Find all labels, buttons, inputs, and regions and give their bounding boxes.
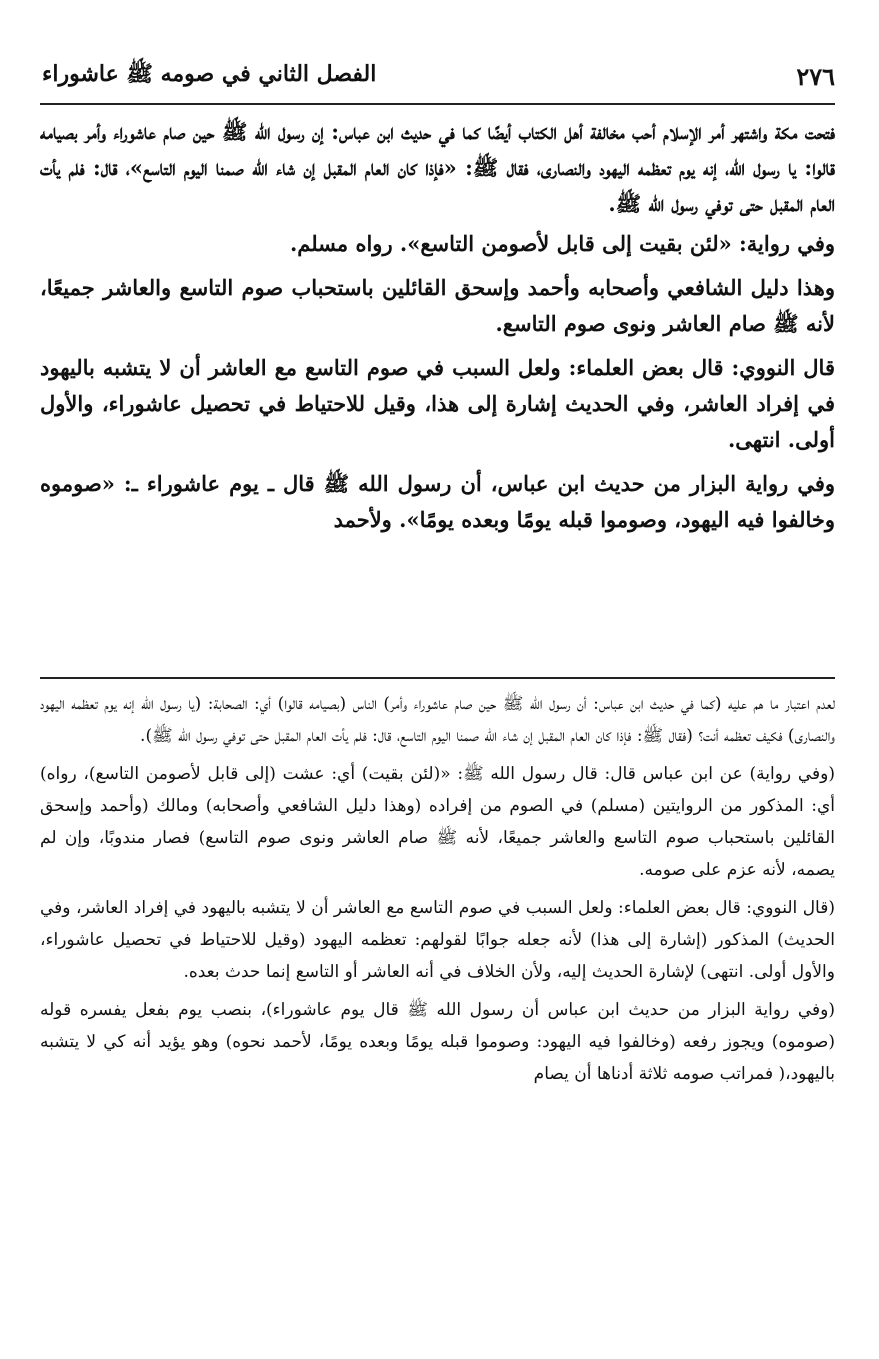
page-number: ٢٧٦ xyxy=(796,61,835,91)
main-paragraph: فتحت مكة واشتهر أمر الإسلام أحب مخالفة أهل الكتاب أيضًا كما في حديث ابن عباس: إن رسول الله ﷺ حين صام عاشوراء وأمر بصيامه قالوا: يا رسول الله، إنه يوم تعظمه اليهود والنصارى، فقال ﷺ: «فإذا كان العام المقبل إن شاء الله صمنا اليوم التاسع»، قال: فلم يأت العام المقبل حتى توفي رسول الله ﷺ. xyxy=(40,119,835,216)
commentary-paragraph: (وفي رواية) عن ابن عباس قال: قال رسول الله ﷺ: «(لئن بقيت) أي: عشت (إلى قابل لأصومن التاسع)، رواه) أي: المذكور من الروايتين (مسلم) في الصوم من إفراده (وهذا دليل الشافعي وأصحابه) ومالك (وأحمد وإسحق القائلين باستحباب صوم التاسع والعاشر جميعًا، لأنه ﷺ صام العاشر ونوى صوم التاسع) فصار مندوبًا، وإن لم يصمه، لأنه عزم على صومه. xyxy=(40,764,835,880)
commentary-paragraph: (قال النووي: قال بعض العلماء: ولعل السبب في صوم التاسع مع العاشر أن لا يتشبه باليهود في إفراد العاشر، وفي الحديث) المذكور (إشارة إلى هذا) لأنه جعله جوابًا لقولهم: تعظمه اليهود (وقيل للاحتياط في تحصيل عاشوراء، والأول أولى. انتهى) لإشارة الحديث إليه، ولأن الخلاف في أنه العاشر أو التاسع إنما حدث بعده. xyxy=(40,898,835,982)
commentary-paragraph: (وفي رواية البزار من حديث ابن عباس أن رسول الله ﷺ قال يوم عاشوراء)، بنصب يوم بفعل يفسره قوله (صوموه) ويجوز رفعه (وخالفوا فيه اليهود: وصوموا قبله يومًا وبعده يومًا، لأحمد نحوه) وهو يؤيد أنه كي لا يتشبه باليهود،( فمراتب صومه ثلاثة أدناها أن يصام xyxy=(40,1000,835,1084)
main-paragraph: قال النووي: قال بعض العلماء: ولعل السبب في صوم التاسع مع العاشر أن لا يتشبه باليهود في إفراد العاشر، وفي الحديث إشارة إلى هذا، وقيل للاحتياط في تحصيل عاشوراء، والأول أولى. انتهى. xyxy=(40,355,835,452)
header-divider xyxy=(40,103,835,105)
main-paragraph: وفي رواية البزار من حديث ابن عباس، أن رسول الله ﷺ قال ـ يوم عاشوراء ـ: «صوموه وخالفوا فيه اليهود، وصوموا قبله يومًا وبعده يومًا». ولأحمد xyxy=(40,471,835,532)
main-paragraph: وهذا دليل الشافعي وأصحابه وأحمد وإسحق القائلين باستحباب صوم التاسع والعاشر جميعًا، لأنه ﷺ صام العاشر ونوى صوم التاسع. xyxy=(40,275,835,336)
main-text xyxy=(40,114,835,662)
running-header xyxy=(42,56,835,96)
main-paragraph: وفي رواية: «لئن بقيت إلى قابل لأصومن التاسع». رواه مسلم. xyxy=(289,231,835,256)
commentary-text xyxy=(40,688,835,1328)
commentary-paragraph: لعدم اعتبار ما هم عليه (كما في حديث ابن عباس: أن رسول الله ﷺ حين صام عاشوراء وأمر) الناس (بصيامه قالوا) أي: الصحابة: (يا رسول الله إنه يوم تعظمه اليهود والنصارى) فكيف تعظمه أنت؟ (فقال ﷺ: فإذا كان العام المقبل إن شاء الله صمنا اليوم التاسع، قال: فلم يأت العام المقبل حتى توفي رسول الله ﷺ). xyxy=(40,694,835,746)
commentary-divider xyxy=(40,677,835,679)
chapter-title: الفصل الثاني في صومه ﷺ عاشوراء xyxy=(42,61,377,87)
